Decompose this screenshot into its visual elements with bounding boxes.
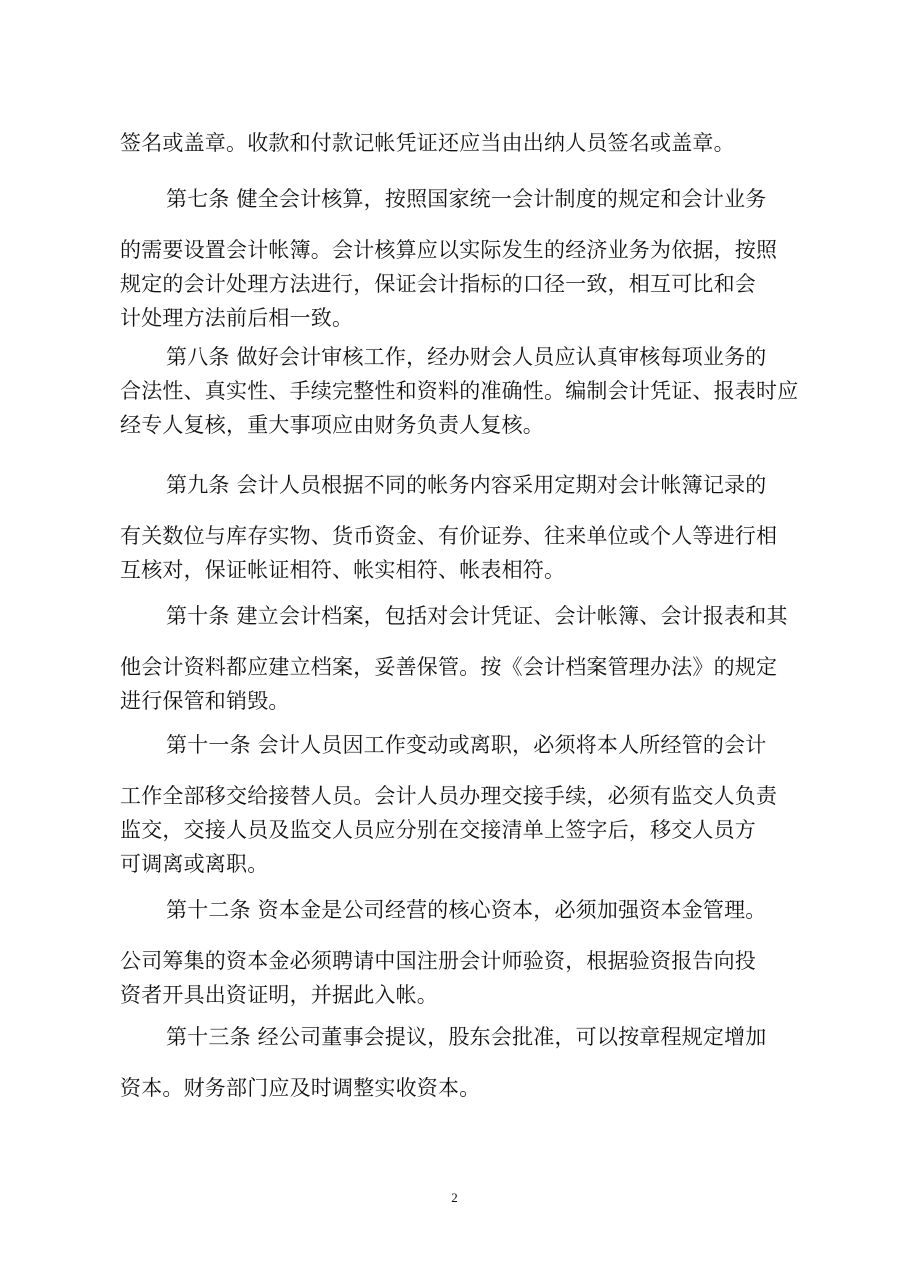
text-line: 公司筹集的资本金必须聘请中国注册会计师验资，根据验资报告向投	[120, 949, 756, 973]
article-10	[120, 599, 800, 718]
text-line: 第十一条 会计人员因工作变动或离职，必须将本人所经管的会计	[166, 733, 767, 757]
text-line: 规定的会计处理方法进行，保证会计指标的口径一致，相互可比和会	[120, 272, 756, 296]
text-line: 监交，交接人员及监交人员应分别在交接清单上签字后，移交人员方	[120, 818, 756, 842]
text-line: 工作全部移交给接替人员。会计人员办理交接手续，必须有监交人负责	[120, 784, 778, 808]
text-line: 第七条 健全会计核算，按照国家统一会计制度的规定和会计业务	[166, 187, 767, 211]
text-line: 合法性、真实性、手续完整性和资料的准确性。编制会计凭证、报表时应	[120, 379, 799, 403]
page-number: 2	[451, 1190, 458, 1205]
article-8	[120, 340, 800, 442]
text-line: 经专人复核，重大事项应由财务负责人复核。	[120, 413, 544, 437]
article-12	[120, 893, 800, 1012]
article-11	[120, 728, 800, 881]
text-line: 签名或盖章。收款和付款记帐凭证还应当由出纳人员签名或盖章。	[120, 131, 735, 155]
text-line: 可调离或离职。	[120, 852, 269, 876]
text-line: 他会计资料都应建立档案，妥善保管。按《会计档案管理办法》的规定	[120, 655, 778, 679]
text-line: 资者开具出资证明，并据此入帐。	[120, 983, 438, 1007]
text-line: 进行保管和销毁。	[120, 689, 290, 713]
article-7	[120, 182, 800, 335]
text-line: 第十三条 经公司董事会提议，股东会批准，可以按章程规定增加	[166, 1025, 767, 1049]
article-13	[120, 1020, 800, 1105]
text-line: 的需要设置会计帐簿。会计核算应以实际发生的经济业务为依据，按照	[120, 238, 778, 262]
text-line: 资本。财务部门应及时调整实收资本。	[120, 1076, 481, 1100]
article-9	[120, 468, 800, 587]
text-line: 有关数位与库存实物、货币资金、有价证券、往来单位或个人等进行相	[120, 524, 778, 548]
text-line: 第十条 建立会计档案，包括对会计凭证、会计帐簿、会计报表和其	[166, 604, 788, 628]
text-line: 互核对，保证帐证相符、帐实相符、帐表相符。	[120, 558, 566, 582]
text-line: 计处理方法前后相一致。	[120, 306, 354, 330]
paragraph	[120, 126, 800, 160]
text-line: 第九条 会计人员根据不同的帐务内容采用定期对会计帐簿记录的	[166, 473, 767, 497]
text-line: 第八条 做好会计审核工作，经办财会人员应认真审核每项业务的	[166, 345, 767, 369]
text-line: 第十二条 资本金是公司经营的核心资本，必须加强资本金管理。	[166, 898, 767, 922]
